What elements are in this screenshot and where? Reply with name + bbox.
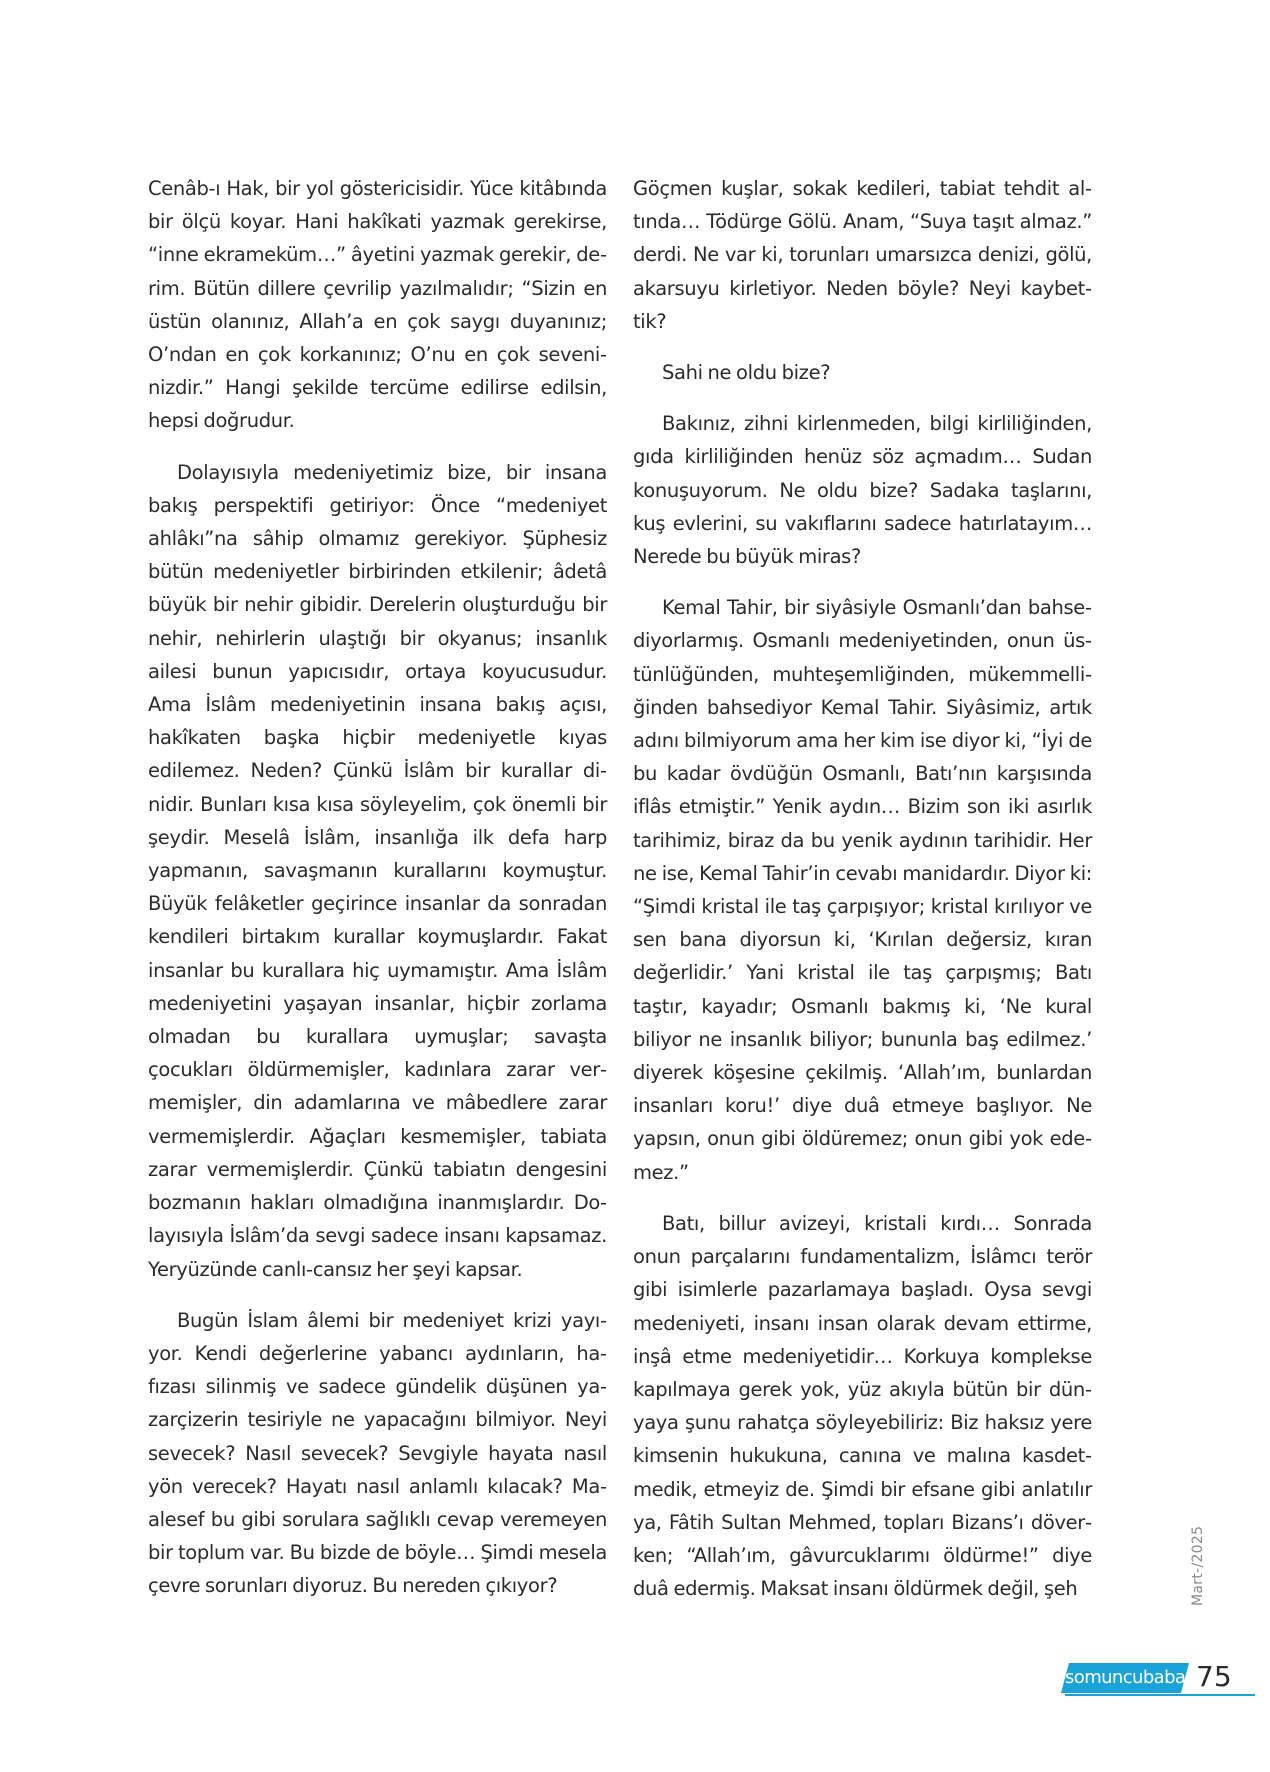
magazine-logo — [1061, 1663, 1189, 1693]
issue-date: Mart-/2025 — [1190, 1525, 1206, 1606]
paragraph: Batı, billur avizeyi, kristali kırdı… Sonrada onun parçalarını fundamentalizm, İslâmcı terör gibi isimlerle pazarlamaya başladı. Oysa sevgi medeniyeti, insanı insan olarak devam ettirme, inşâ etme medeniyetidir… Korkuya komplekse kapılmaya gerek yok, yüz akıyla bütün bir dünyaya şunu rahatça söyleyebiliriz: Biz haksız yere kimsenin hukukuna, canına ve malına kasdetmedik, etmeyiz de. Şimdi bir efsane gibi anlatılır ya, Fâtih Sultan Mehmed, topları Bizans’ı döverken; “Allah’ım, gâvurcuklarımı öldürme!” diye duâ edermiş. Maksat insanı öldürmek değil, şeh — [633, 1211, 1092, 1601]
article-column-left — [148, 172, 607, 1621]
paragraph: Bakınız, zihni kirlenmeden, bilgi kirliliğinden, gıda kirliliğinden henüz söz açmadım… Sudan konuşuyorum. Ne oldu bize? Sadaka taşlarını, kuş evlerini, su vakıflarını sadece hatırlatayım… Nerede bu büyük miras? — [633, 412, 1092, 569]
paragraph: Dolayısıyla medeniyetimiz bize, bir insana bakış perspektifi getiriyor: Önce “medeniyet ahlâkı”na sâhip olmamız gerekiyor. Şüphesiz bütün medeniyetler birbirinden etkilenir; âdetâ büyük bir nehir gibidir. Derelerin oluşturduğu bir nehir, nehirlerin ulaştığı bir okyanus; insanlık ailesi bunun yapıcısıdır, ortaya koyucusudur. Ama İslâm medeniyetinin insana bakış açısı, hakîkaten başka hiçbir medeniyetle kıyas edilemez. Neden? Çünkü İslâm bir kurallar dinidir. Bunları kısa kısa söyleyelim, çok önemli bir şeydir. Meselâ İslâm, insanlığa ilk defa harp yapmanın, savaşmanın kurallarını koymuştur. Büyük felâketler geçirince insanlar da sonradan kendileri birtakım kurallar koymuşlardır. Fakat insanlar bu kurallara hiç uymamıştır. Ama İslâm medeniyetini yaşayan insanlar, hiçbir zorlama olmadan bu kurallara uymuşlar; savaşta çocukları öldürmemişler, kadınlara zarar vermemişler, din adamlarına ve mâbedlere zarar vermemişlerdir. Ağaçları kesmemişler, tabiata zarar vermemişlerdir. Çünkü tabiatın dengesini bozmanın hakları olmadığına inanmışlardır. Dolayısıyla İslâm’da sevgi sadece insanı kapsamaz. Yeryüzünde canlı-cansız her şeyi kapsar. — [148, 460, 607, 1281]
page-number: 75 — [1196, 1660, 1232, 1693]
article-column-right — [633, 172, 1092, 1623]
footer-rule — [1065, 1694, 1255, 1696]
paragraph: Sahi ne oldu bize? — [662, 361, 831, 385]
paragraph: Bugün İslam âlemi bir medeniyet krizi yayıyor. Kendi değerlerine yabancı aydınların, hafızası silinmiş ve sadece gündelik düşünen yazarçizerin tesiriyle ne yapacağını bilmiyor. Neyi sevecek? Nasıl sevecek? Sevgiyle hayata nasıl yön verecek? Hayatı nasıl anlamlı kılacak? Maalesef bu gibi sorulara sağlıklı cevap veremeyen bir toplum var. Bu bizde de böyle… Şimdi mesela çevre sorunları diyoruz. Bu nereden çıkıyor? — [148, 1308, 607, 1598]
paragraph: Cenâb-ı Hak, bir yol göstericisidir. Yüce kitâbında bir ölçü koyar. Hani hakîkati yazmak gerekirse, “inne ekrameküm…” âyetini yazmak gerekir, derim. Bütün dillere çevrilip yazılmalıdır; “Sizin en üstün olanınız, Allah’a en çok saygı duyanınız; O’ndan en çok korkanınız; O’nu en çok seveninizdir.” Hangi şekilde tercüme edilirse edilsin, hepsi doğrudur. — [148, 177, 607, 433]
paragraph: Göçmen kuşlar, sokak kedileri, tabiat tehdit altında… Tödürge Gölü. Anam, “Suya taşıt almaz.” derdi. Ne var ki, torunları umarsızca denizi, gölü, akarsuyu kirletiyor. Neden böyle? Neyi kaybettik? — [633, 177, 1092, 333]
paragraph: Kemal Tahir, bir siyâsiyle Osmanlı’dan bahsediyorlarmış. Osmanlı medeniyetinden, onun üstünlüğünden, muhteşemliğinden, mükemmelliğinden bahsediyor Kemal Tahir. Siyâsimiz, artık adını bilmiyorum ama her kim ise diyor ki, “İyi de bu kadar övdüğün Osmanlı, Batı’nın karşısında iflâs etmiştir.” Yenik aydın… Bizim son iki asırlık tarihimiz, biraz da bu yenik aydının tarihidir. Her ne ise, Kemal Tahir’in cevabı manidardır. Diyor ki: “Şimdi kristal ile taş çarpışıyor; kristal kırılıyor ve sen bana diyorsun ki, ‘Kırılan değersiz, kıran değerlidir.’ Yani kristal ile taş çarpışmış; Batı taştır, kayadır; Osmanlı bakmış ki, ‘Ne kural biliyor ne insanlık biliyor; bununla baş edilmez.’ diyerek köşesine çekilmiş. ‘Allah’ım, bunlardan insanları koru!’ diye duâ etmeye başlıyor. Ne yapsın, onun gibi öldüremez; onun gibi yok edemez.” — [633, 596, 1092, 1184]
magazine-name: somuncubaba — [1065, 1667, 1186, 1688]
